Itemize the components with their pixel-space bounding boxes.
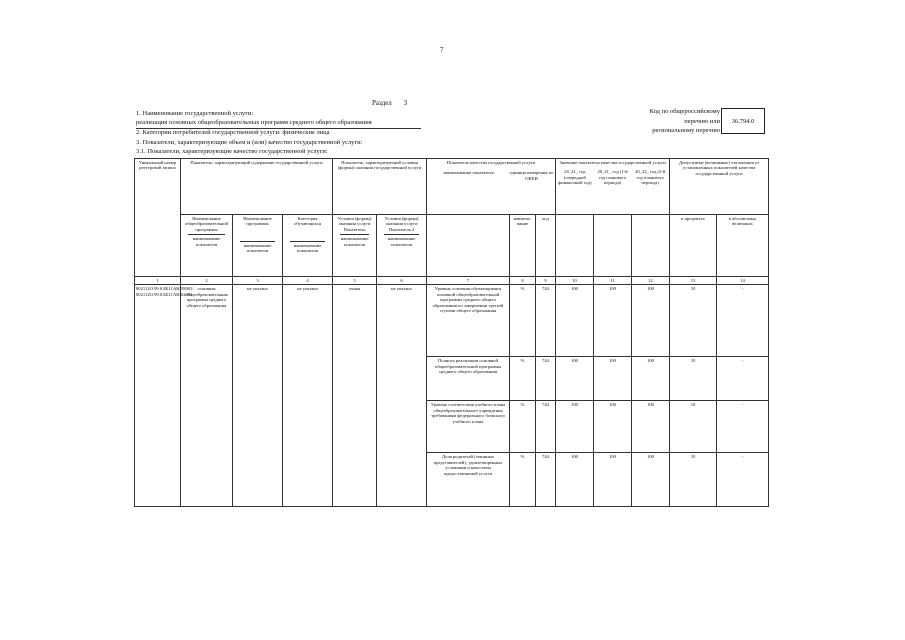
col-percent: в процентах bbox=[670, 215, 717, 277]
section-label: Раздел bbox=[372, 99, 392, 107]
record-form: очная bbox=[333, 285, 377, 507]
column-numbers-row: 1 2 3 4 5 6 7 8 9 10 11 12 13 14 bbox=[135, 277, 769, 285]
header-unit: единица измерения по ОКЕИ bbox=[509, 170, 554, 181]
deviation-percent: 10 bbox=[670, 453, 717, 507]
header-values bbox=[556, 159, 670, 215]
col-form: Условия (формы) оказания услуги Показатель наименование показателя bbox=[333, 215, 377, 277]
col-unit-name: наимено-вание bbox=[510, 215, 536, 277]
col-program: Наименование общеобразовательной программы наименование показателя bbox=[181, 215, 233, 277]
unit-code: 744 bbox=[536, 401, 556, 453]
header-year-1: 20_21_ год (очередной финансовый год) bbox=[558, 169, 592, 186]
unit: % bbox=[510, 357, 536, 401]
header-values-title: Значение показателя качества государственной услуги bbox=[559, 160, 666, 165]
header-year-3: 20_22_ год (2-й год планового периода) bbox=[635, 169, 666, 186]
value-year-1: 100 bbox=[556, 285, 594, 357]
col-program-name: Наименование программы наименование показателя bbox=[233, 215, 283, 277]
header-line-3: 2. Категории потребителей государственной услуги: физические лица bbox=[136, 129, 330, 136]
code-label-line: Код по общероссийскому bbox=[649, 108, 720, 115]
unit-code: 744 bbox=[536, 357, 556, 401]
header-quality-title: Показатель качества государственной услуги bbox=[446, 160, 536, 165]
header-line-4: 3. Показатели, характеризующие объем и (или) качество государственной услуги: bbox=[136, 139, 363, 146]
value-year-1: 100 bbox=[556, 401, 594, 453]
value-year-3: 100 bbox=[632, 357, 670, 401]
header-deviation: Допустимые (возможные) отклонения от установленных показателей качества государственной услуги bbox=[670, 159, 769, 215]
page-number: 7 bbox=[440, 46, 444, 54]
record-program: основная общеобразовательная программа среднего общего образования bbox=[181, 285, 233, 507]
record-form-2: не указано bbox=[377, 285, 427, 507]
value-year-2: 100 bbox=[594, 401, 632, 453]
deviation-percent: 10 bbox=[670, 401, 717, 453]
indicator-name: Уровень соответствия учебного плана общеобразовательного учреждения требованиям федерального базисного учебного плана bbox=[427, 401, 510, 453]
value-year-3: 100 bbox=[632, 401, 670, 453]
header-line-1: 1. Наименование государственной услуги: bbox=[136, 110, 254, 117]
table-row bbox=[135, 285, 769, 357]
header-indicator-name: наименование показателя bbox=[443, 170, 494, 176]
value-year-2: 100 bbox=[594, 285, 632, 357]
unit-code: 744 bbox=[536, 453, 556, 507]
code-label-line: перечню или bbox=[684, 117, 720, 125]
value-year-1: 100 bbox=[556, 453, 594, 507]
header-line-2: реализация основных общеобразовательных программ среднего общего образования bbox=[136, 119, 372, 126]
value-year-1: 100 bbox=[556, 357, 594, 401]
col-year-3 bbox=[632, 215, 670, 277]
deviation-absolute: - bbox=[717, 285, 769, 357]
section-title bbox=[372, 99, 407, 107]
record-program-name: не указано bbox=[233, 285, 283, 507]
unit: % bbox=[510, 453, 536, 507]
code-value: 36.794.0 bbox=[731, 117, 755, 125]
col-unit-code: код bbox=[536, 215, 556, 277]
unit: % bbox=[510, 285, 536, 357]
code-label-line: региональному перечню bbox=[652, 127, 720, 134]
header-conditions: Показатель, характеризующий условия (формы) оказания государственной услуги bbox=[333, 159, 427, 215]
header-quality bbox=[427, 159, 556, 215]
header-line-5: 3.1. Показатели, характеризующие качество государственной услуги: bbox=[136, 148, 328, 155]
col-form-2: Условия (формы) оказания услуги Показатель 2 наименование показателя bbox=[377, 215, 427, 277]
deviation-absolute: - bbox=[717, 357, 769, 401]
indicator-name: Доля родителей (законных представителей), удовлетворенных условиями и качеством предоставляемой услуги bbox=[427, 453, 510, 507]
col-year-2 bbox=[594, 215, 632, 277]
unit-code: 744 bbox=[536, 285, 556, 357]
col-category: Категория обучающихся наименование показателя bbox=[283, 215, 333, 277]
quality-table bbox=[134, 158, 769, 507]
deviation-absolute: - bbox=[717, 401, 769, 453]
col-absolute: в абсолютных величинах bbox=[717, 215, 769, 277]
unit: % bbox=[510, 401, 536, 453]
value-year-3: 100 bbox=[632, 453, 670, 507]
value-year-2: 100 bbox=[594, 453, 632, 507]
header-unique-number: Уникальный номер реестровой записи bbox=[135, 159, 181, 277]
col-indicator bbox=[427, 215, 510, 277]
deviation-percent: 10 bbox=[670, 357, 717, 401]
record-category: не указано bbox=[283, 285, 333, 507]
section-number: 3 bbox=[403, 99, 408, 107]
deviation-absolute: - bbox=[717, 453, 769, 507]
indicator-name: Уровень освоения обучающимися основной общеобразовательной программы среднего общего образования по завершении третьей ступени общего образования bbox=[427, 285, 510, 357]
value-year-2: 100 bbox=[594, 357, 632, 401]
indicator-name: Полнота реализации основной общеобразовательной программы среднего общего образования bbox=[427, 357, 510, 401]
deviation-percent: 10 bbox=[670, 285, 717, 357]
code-label bbox=[620, 107, 720, 136]
header-content: Показатель, характеризующий содержание государственной услуги bbox=[181, 159, 333, 215]
header-year-2: 20_21_ год (1-й год планового периода) bbox=[597, 169, 628, 186]
code-value-box bbox=[721, 108, 765, 134]
record-code: 802112О.99.0.ББ11АЮ58001/ 802112О.99.0.ББ11АЮ62001 bbox=[135, 285, 181, 507]
value-year-3: 100 bbox=[632, 285, 670, 357]
col-year-1 bbox=[556, 215, 594, 277]
